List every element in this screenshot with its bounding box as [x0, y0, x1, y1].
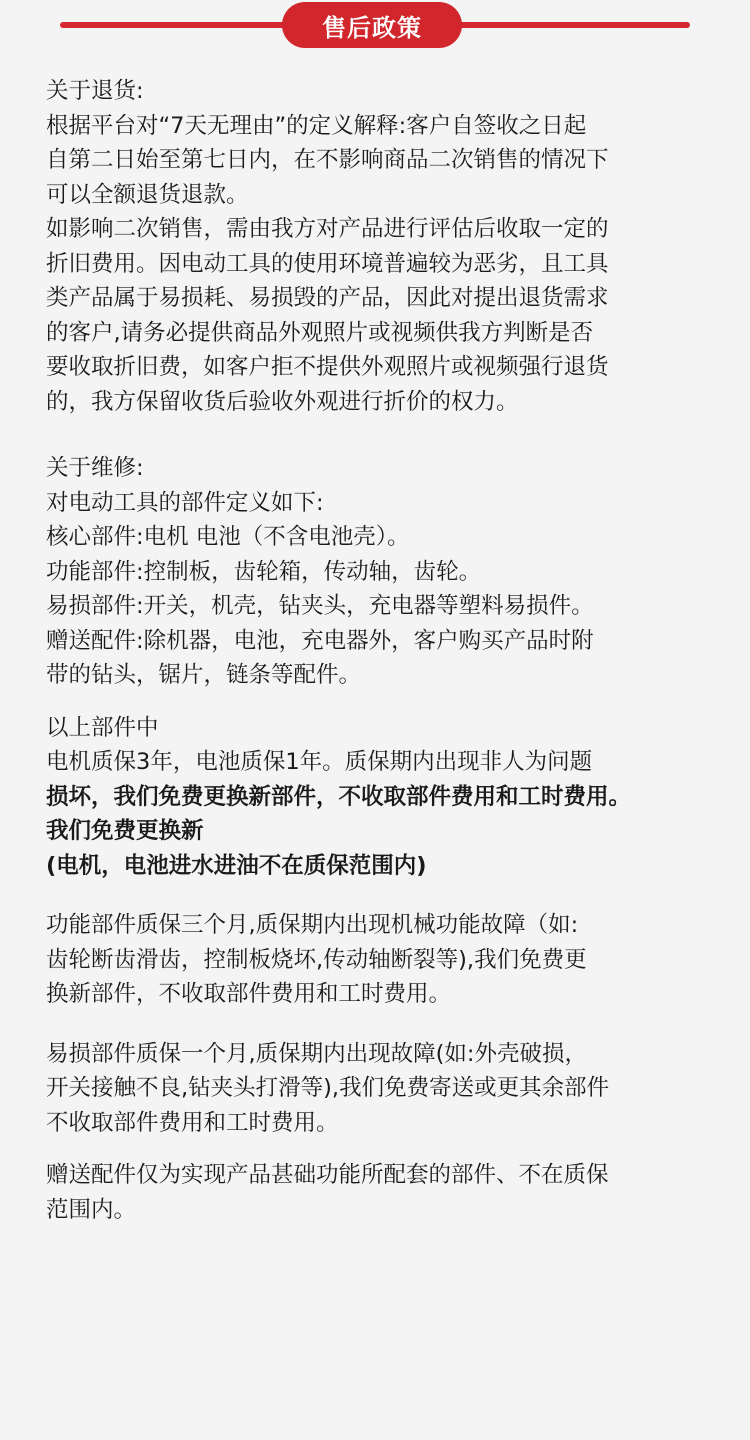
- header-bar: [60, 13, 690, 42]
- page-title: 售后政策: [282, 2, 462, 48]
- returns-line: 如影响二次销售，需由我方对产品进行评估后收取一定的: [46, 216, 609, 242]
- repair-line: 带的钻头，锯片，链条等配件。: [46, 662, 362, 688]
- wear-warranty-line: 易损部件质保一个月,质保期内出现故障(如:外壳破损，: [46, 1040, 588, 1067]
- gift-warranty-line: 范围内。: [46, 1196, 137, 1223]
- repair-heading: 关于维修:: [46, 455, 144, 481]
- functional-warranty-line: 功能部件质保三个月,质保期内出现机械功能故障（如:: [46, 912, 579, 938]
- wear-warranty-line: 不收取部件费用和工时费用。: [46, 1109, 339, 1136]
- repair-line: 核心部件:电机 电池（不含电池壳）。: [46, 524, 410, 550]
- warranty-section: [46, 711, 712, 1228]
- gift-warranty-line: 赠送配件仅为实现产品甚础功能所配套的部件、不在质保: [46, 1162, 609, 1188]
- repair-line: 对电动工具的部件定义如下:: [46, 489, 324, 516]
- functional-warranty-line: 换新部件，不收取部件费用和工时费用。: [46, 981, 452, 1007]
- returns-line: 的，我方保留收货后验收外观进行折价的权力。: [46, 388, 519, 415]
- returns-line: 要收取折旧费，如客户拒不提供外观照片或视频强行退货: [46, 354, 609, 380]
- repair-section: [46, 451, 712, 693]
- returns-line: 可以全额退货退款。: [46, 181, 249, 208]
- warranty-bold-line: 损坏，我们免费更换新部件，不收取部件费用和工时费用。: [46, 783, 632, 810]
- repair-line: 易损部件:开关，机壳，钻夹头，充电器等塑料易损件。: [46, 593, 594, 619]
- warranty-bold-line: 我们免费更换新: [46, 818, 204, 844]
- returns-line: 根据平台对“7天无理由”的定义解释:客户自签收之日起: [46, 112, 587, 139]
- returns-line: 折旧费用。因电动工具的使用环境普遍较为恶劣，且工具: [46, 250, 609, 277]
- functional-warranty-line: 齿轮断齿滑齿，控制板烧坏,传动轴断裂等),我们免费更: [46, 946, 587, 973]
- returns-line: 自第二日始至第七日内，在不影响商品二次销售的情况下: [46, 147, 609, 173]
- returns-line: 类产品属于易损耗、易损毁的产品，因此对提出退货需求: [46, 285, 609, 311]
- repair-line: 功能部件:控制板，齿轮箱，传动轴，齿轮。: [46, 558, 482, 585]
- policy-content: [46, 74, 712, 1227]
- returns-section: [46, 74, 712, 419]
- warranty-bold-line: (电机，电池进水进油不在质保范围内): [46, 852, 427, 879]
- returns-line: 的客户,请务必提供商品外观照片或视频供我方判断是否: [46, 319, 594, 346]
- warranty-intro: 以上部件中: [46, 714, 159, 741]
- repair-line: 赠送配件:除机器，电池，充电器外，客户购买产品时附: [46, 627, 594, 654]
- returns-heading: 关于退货:: [46, 78, 144, 104]
- warranty-core-line: 电机质保3年，电池质保1年。质保期内出现非人为问题: [46, 749, 593, 775]
- wear-warranty-line: 开关接触不良,钻夹头打滑等),我们免费寄送或更其余部件: [46, 1075, 610, 1101]
